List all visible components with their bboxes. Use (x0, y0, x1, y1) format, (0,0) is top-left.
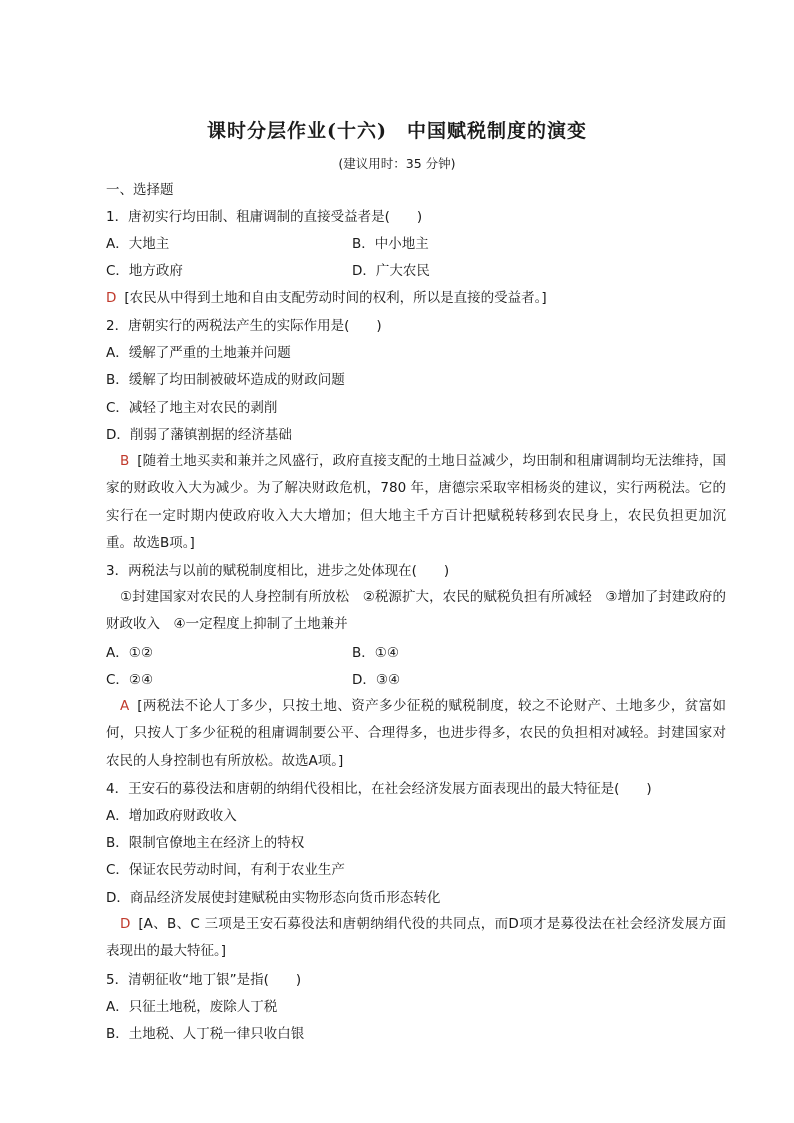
q3-option-c: C．②④ (106, 672, 154, 688)
suggested-time: (建议用时：35 分钟) (338, 156, 456, 171)
q2-answer (106, 448, 726, 557)
q5-option-b: B．土地税、人丁税一律只收白银 (106, 1026, 305, 1042)
page-title: 课时分层作业(十六) 中国赋税制度的演变 (207, 120, 587, 142)
q2-option-a: A．缓解了严重的土地兼并问题 (106, 345, 291, 361)
q3-answer (106, 693, 726, 775)
q1-answer-letter: D (106, 290, 117, 306)
q2-explanation: [随着土地买卖和兼并之风盛行，政府直接支配的土地日益减少，均田制和租庸调制均无法维持，国家的财政收入大为减少。为了解决财政危机，780 年，唐德宗采取宰相杨炎的建议，实行两税法。它的实行在一定时期内使政府收入大大增加；但大地主千方百计把赋税转移到农民身上，农民负担更加沉重。故选B项。] (106, 453, 726, 551)
q3-option-b: B．①④ (352, 645, 399, 661)
q2-option-d: D．削弱了藩镇割据的经济基础 (106, 427, 292, 443)
q2-answer-letter: B (120, 453, 130, 469)
q1-option-a: A．大地主 (106, 236, 170, 252)
q5-stem: 5．清朝征收“地丁银”是指( ) (106, 972, 302, 988)
q1-option-b: B．中小地主 (352, 236, 429, 252)
q4-option-b: B．限制官僚地主在经济上的特权 (106, 835, 305, 851)
q4-option-c: C．保证农民劳动时间，有利于农业生产 (106, 862, 345, 878)
q3-option-a: A．①② (106, 645, 153, 661)
q4-stem: 4．王安石的募役法和唐朝的纳绢代役相比，在社会经济发展方面表现出的最大特征是( ) (106, 781, 652, 797)
q3-explanation: [两税法不论人丁多少，只按土地、资产多少征税的赋税制度，较之不论财产、土地多少，贫富如何，只按人丁多少征税的租庸调制要公平、合理得多，也进步得多，农民的负担相对减轻。封建国家对农民的人身控制也有所放松。故选A项。] (106, 698, 726, 769)
q3-answer-letter: A (120, 698, 130, 714)
q1-option-d: D．广大农民 (352, 263, 430, 279)
q2-option-b: B．缓解了均田制被破坏造成的财政问题 (106, 372, 345, 388)
q1-stem: 1．唐初实行均田制、租庸调制的直接受益者是( ) (106, 209, 423, 225)
q3-option-d: D．③④ (352, 672, 401, 688)
q3-statements: ①封建国家对农民的人身控制有所放松 ②税源扩大，农民的赋税负担有所减轻 ③增加了封建政府的财政收入 ④一定程度上抑制了土地兼并 (106, 589, 726, 633)
q1-explanation: [农民从中得到土地和自由支配劳动时间的权利，所以是直接的受益者。] (124, 290, 547, 306)
q4-answer-letter: D (120, 916, 131, 932)
section-heading: 一、选择题 (106, 182, 174, 198)
q4-answer (106, 911, 726, 966)
q4-explanation: [A、B、C 三项是王安石募役法和唐朝纳绢代役的共同点，而D项才是募役法在社会经济发展方面表现出的最大特征。] (106, 916, 726, 960)
q1-answer (106, 288, 726, 308)
q3-stem: 3．两税法与以前的赋税制度相比，进步之处体现在( ) (106, 563, 450, 579)
q2-option-c: C．减轻了地主对农民的剥削 (106, 400, 278, 416)
q5-option-a: A．只征土地税，废除人丁税 (106, 999, 278, 1015)
q4-option-a: A．增加政府财政收入 (106, 808, 237, 824)
q4-option-d: D．商品经济发展使封建赋税由实物形态向货币形态转化 (106, 890, 441, 906)
q1-option-c: C．地方政府 (106, 263, 183, 279)
q2-stem: 2．唐朝实行的两税法产生的实际作用是( ) (106, 318, 382, 334)
